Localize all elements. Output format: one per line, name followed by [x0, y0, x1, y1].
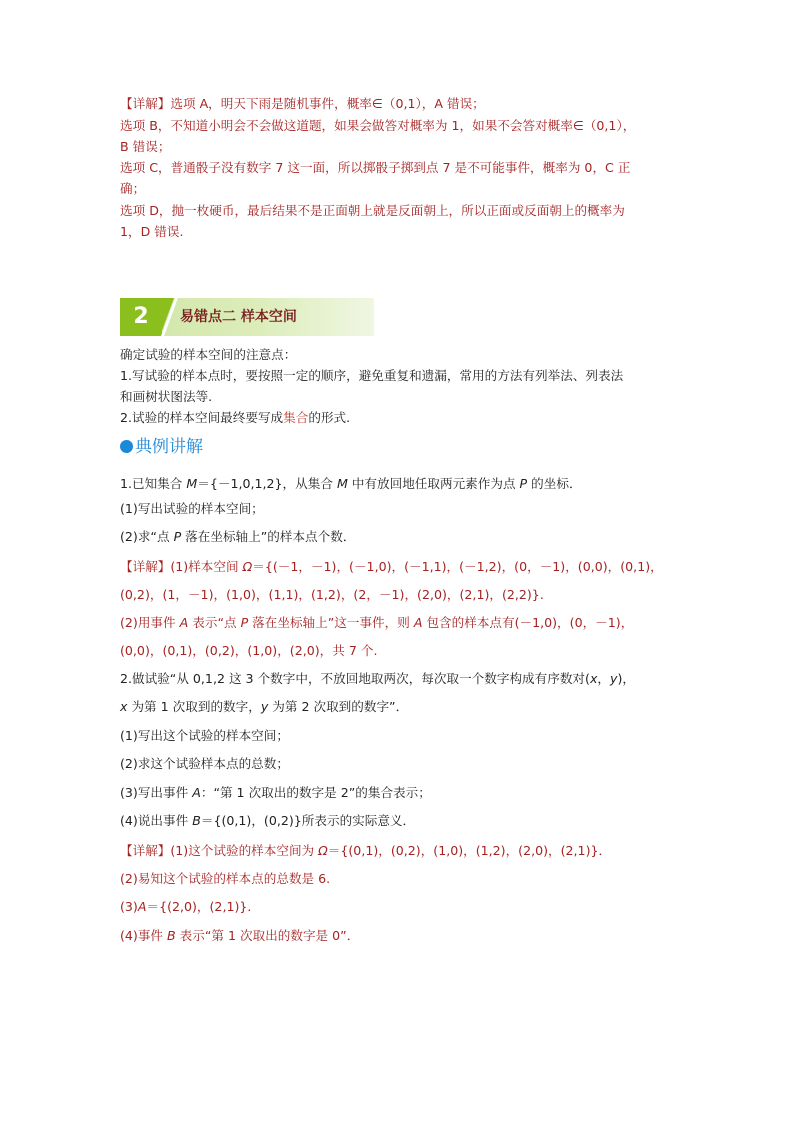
problem-2-answer: (3)A＝{(2,0)，(2,1)}． — [120, 899, 260, 914]
answer-line: B 错误； — [120, 139, 171, 154]
note-line: 1.写试验的样本点时，要按照一定的顺序，避免重复和遗漏，常用的方法有列举法、列表法 — [120, 368, 624, 383]
problem-2-subquestion: (3)写出事件 A：“第 1 次取出的数字是 2”的集合表示； — [120, 785, 431, 800]
answer-line: 【详解】选项 A，明天下雨是随机事件，概率∈（0,1），A 错误； — [120, 96, 485, 111]
section-number: 2 — [120, 298, 162, 336]
problem-2-subquestion: (4)说出事件 B＝{(0,1)，(0,2)}所表示的实际意义． — [120, 813, 416, 828]
detail-tag: 【详解】 — [120, 96, 171, 111]
problem-2-subquestion: (1)写出这个试验的样本空间； — [120, 728, 289, 743]
highlight-term: 集合 — [283, 410, 309, 425]
answer-line: 选项 C，普通骰子没有数字 7 这一面，所以掷骰子掷到点 7 是不可能事件，概率为 0，C 正 — [120, 160, 631, 175]
problem-2-answer: 【详解】(1)这个试验的样本空间为 Ω＝{(0,1)，(0,2)，(1,0)，(1,2)，(2,0)，(2,1)}． — [120, 843, 612, 858]
problem-1-answer: (0,0)，(0,1)，(0,2)，(1,0)，(2,0)，共 7 个. — [120, 643, 378, 658]
problem-1-answer: (2)用事件 A 表示“点 P 落在坐标轴上”这一事件，则 A 包含的样本点有(－1,0)，(0，－1)， — [120, 615, 634, 630]
answer-line: 选项 D，抛一枚硬币，最后结果不是正面朝上就是反面朝上，所以正面或反面朝上的概率为 — [120, 203, 625, 218]
answer-line: 1，D 错误. — [120, 224, 184, 239]
bullet-dot-icon — [120, 440, 133, 453]
problem-2-question: 2.做试验“从 0,1,2 这 3 个数字中，不放回地取两次，每次取一个数字构成有序数对(x，y)， — [120, 671, 635, 686]
note-line: 2.试验的样本空间最终要写成集合的形式. — [120, 410, 351, 425]
problem-1-subquestion: (1)写出试验的样本空间； — [120, 501, 264, 516]
notes-intro: 确定试验的样本空间的注意点： — [120, 347, 297, 362]
section-title: 易错点二 样本空间 — [180, 309, 297, 325]
note-line: 和画树状图法等. — [120, 389, 213, 404]
problem-1-question: 1.已知集合 M＝{－1,0,1,2}，从集合 M 中有放回地任取两元素作为点 P 的坐标． — [120, 476, 582, 491]
answer-line: 选项 B，不知道小明会不会做这道题，如果会做答对概率为 1，如果不会答对概率∈（0,1）， — [120, 118, 636, 133]
problem-1-answer: 【详解】(1)样本空间 Ω＝{(－1，－1)，(－1,0)，(－1,1)，(－1,2)，(0，－1)，(0,0)，(0,1)， — [120, 559, 663, 574]
problem-2-answer: (2)易知这个试验的样本点的总数是 6. — [120, 871, 331, 886]
detail-tag: 【详解】 — [120, 559, 171, 574]
detail-tag: 【详解】 — [120, 843, 171, 858]
problem-2-subquestion: (2)求这个试验样本点的总数； — [120, 756, 289, 771]
problem-1-answer: (0,2)，(1，－1)，(1,0)，(1,1)，(1,2)，(2，－1)，(2,0)，(2,1)，(2,2)}. — [120, 587, 544, 602]
example-heading: 典例讲解 — [120, 436, 203, 458]
problem-2-question: x 为第 1 次取到的数字，y 为第 2 次取到的数字”． — [120, 699, 409, 714]
problem-2-answer: (4)事件 B 表示“第 1 次取出的数字是 0”． — [120, 928, 360, 943]
section-header — [120, 298, 374, 336]
problem-1-subquestion: (2)求“点 P 落在坐标轴上”的样本点个数． — [120, 529, 356, 544]
answer-line: 确； — [120, 181, 146, 196]
